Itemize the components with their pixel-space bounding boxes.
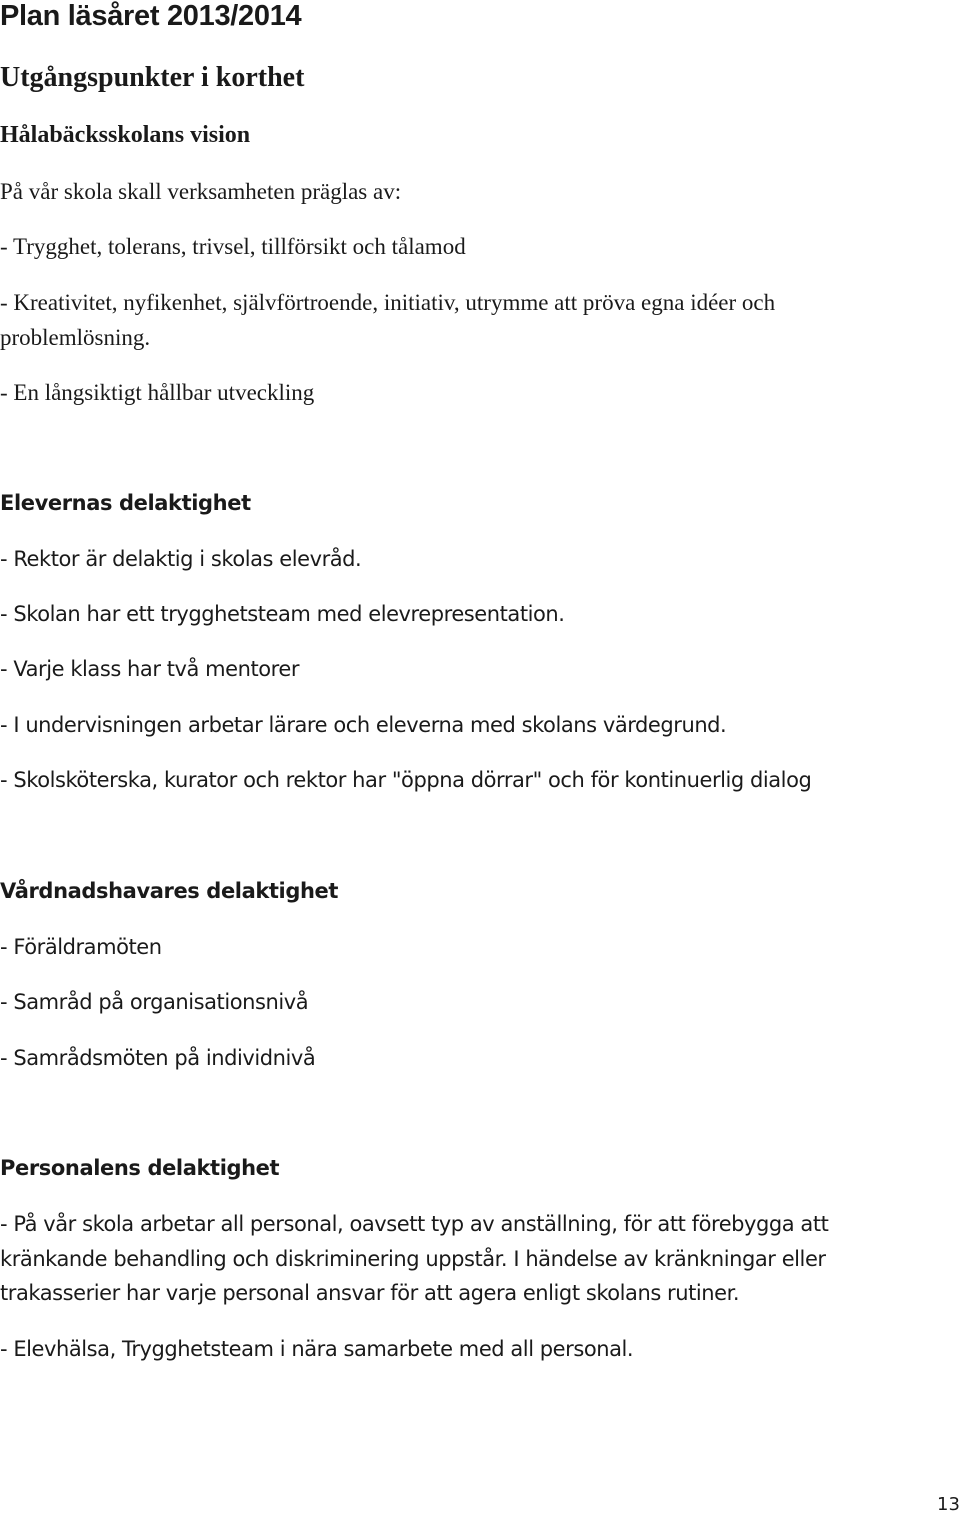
personalens-line: - På vår skola arbetar all personal, oavsett typ av anställning, för att förebygga att xyxy=(0,1212,829,1236)
personalens-heading: Personalens delaktighet xyxy=(0,1156,280,1180)
page-title: Plan läsåret 2013/2014 xyxy=(0,0,302,32)
elevernas-heading: Elevernas delaktighet xyxy=(0,491,251,515)
vision-item: - En långsiktigt hållbar utveckling xyxy=(0,380,315,405)
page-number: 13 xyxy=(937,1494,960,1515)
personalens-line: kränkande behandling och diskriminering uppstår. I händelse av kränkningar eller xyxy=(0,1247,826,1271)
page-subtitle: Utgångspunkter i korthet xyxy=(0,62,305,93)
vardnadshavares-item: - Samrådsmöten på individnivå xyxy=(0,1046,316,1070)
elevernas-item: - Varje klass har två mentorer xyxy=(0,657,300,681)
vision-item: - Kreativitet, nyfikenhet, självförtroende, initiativ, utrymme att pröva egna idéer och xyxy=(0,290,776,315)
vision-item: - Trygghet, tolerans, trivsel, tillförsikt och tålamod xyxy=(0,234,466,259)
vision-heading: Hålabäcksskolans vision xyxy=(0,122,251,148)
elevernas-item: - Skolsköterska, kurator och rektor har "öppna dörrar" och för kontinuerlig dialog xyxy=(0,768,812,792)
personalens-line: trakasserier har varje personal ansvar för att agera enligt skolans rutiner. xyxy=(0,1281,740,1305)
vision-intro: På vår skola skall verksamheten präglas av: xyxy=(0,179,402,204)
vardnadshavares-item: - Föräldramöten xyxy=(0,935,162,959)
vardnadshavares-item: - Samråd på organisationsnivå xyxy=(0,990,309,1014)
personalens-line: - Elevhälsa, Trygghetsteam i nära samarbete med all personal. xyxy=(0,1337,634,1361)
elevernas-item: - I undervisningen arbetar lärare och eleverna med skolans värdegrund. xyxy=(0,713,727,737)
vardnadshavares-heading: Vårdnadshavares delaktighet xyxy=(0,879,339,903)
elevernas-item: - Rektor är delaktig i skolas elevråd. xyxy=(0,547,362,571)
elevernas-item: - Skolan har ett trygghetsteam med elevrepresentation. xyxy=(0,602,565,626)
vision-item-continuation: problemlösning. xyxy=(0,325,151,350)
